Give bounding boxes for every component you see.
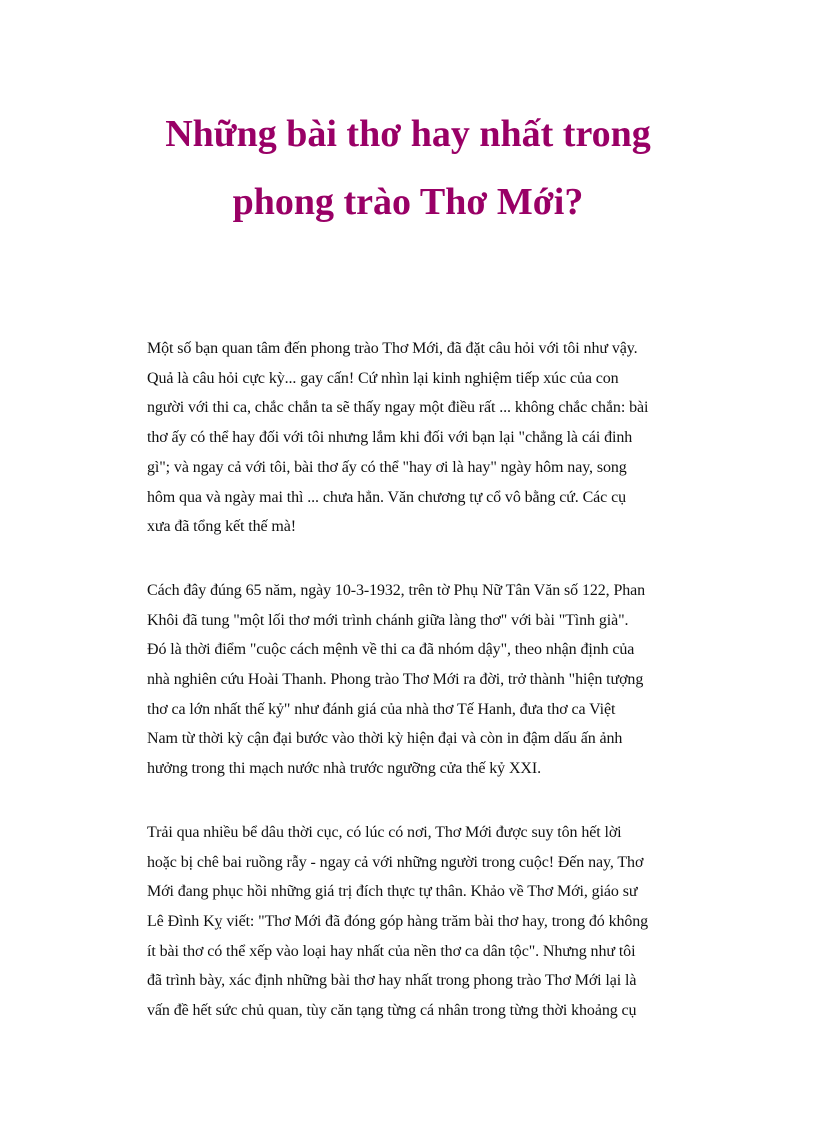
text-line: Trải qua nhiều bể dâu thời cục, có lúc có nơi, Thơ Mới được suy tôn hết lời [147,823,622,841]
text-line: người với thi ca, chắc chắn ta sẽ thấy ngay một điều rất ... không chắc chắn: bài [147,399,649,417]
text-line: hoặc bị chê bai ruồng rẫy - ngay cả với những người trong cuộc! Đến nay, Thơ [147,853,644,871]
title-line: phong trào Thơ Mới? [232,181,584,223]
text-line: thơ ca lớn nhất thế kỷ" như đánh giá của nhà thơ Tế Hanh, đưa thơ ca Việt [147,700,616,718]
text-line: Cách đây đúng 65 năm, ngày 10-3-1932, trên tờ Phụ Nữ Tân Văn số 122, Phan [147,581,646,599]
text-line: Khôi đã tung "một lối thơ mới trình chánh giữa làng thơ" với bài "Tình già". [147,611,629,629]
text-line: nhà nghiên cứu Hoài Thanh. Phong trào Thơ Mới ra đời, trở thành "hiện tượng [147,671,644,689]
paragraph-3 [147,818,687,1026]
text-line: vấn đề hết sức chủ quan, tùy căn tạng từng cá nhân trong từng thời khoảng cụ [147,1002,637,1020]
text-line: gì"; và ngay cả với tôi, bài thơ ấy có thể "hay ơi là hay" ngày hôm nay, song [147,458,627,476]
text-line: đã trình bày, xác định những bài thơ hay nhất trong phong trào Thơ Mới lại là [147,972,637,990]
text-line: Quả là câu hỏi cực kỳ... gay cấn! Cứ nhìn lại kinh nghiệm tiếp xúc của con [147,369,619,387]
text-line: xưa đã tổng kết thế mà! [147,518,296,536]
text-line: hôm qua và ngày mai thì ... chưa hẳn. Văn chương tự cổ vô bằng cứ. Các cụ [147,488,626,506]
text-line: Mới đang phục hồi những giá trị đích thực tự thân. Khảo về Thơ Mới, giáo sư [147,883,638,901]
text-line: Nam từ thời kỳ cận đại bước vào thời kỳ hiện đại và còn in đậm dấu ấn ảnh [147,730,623,748]
text-line: Đó là thời điểm "cuộc cách mệnh về thi ca đã nhóm dậy", theo nhận định của [147,641,635,659]
text-line: Một số bạn quan tâm đến phong trào Thơ Mới, đã đặt câu hỏi với tôi như vậy. [147,340,638,357]
text-line: hưởng trong thi mạch nước nhà trước ngưỡng cửa thế kỷ XXI. [147,760,541,778]
title-line: Những bài thơ hay nhất trong [165,113,651,155]
text-line: Lê Đình Kỵ viết: "Thơ Mới đã đóng góp hàng trăm bài thơ hay, trong đó không [147,912,649,930]
article-body [147,334,687,1060]
paragraph-1 [147,334,687,542]
paragraph-2 [147,576,687,784]
page-title [100,100,716,236]
text-line: ít bài thơ có thể xếp vào loại hay nhất của nền thơ ca dân tộc". Nhưng như tôi [147,942,636,960]
text-line: thơ ấy có thể hay đối với tôi nhưng lắm khi đối với bạn lại "chẳng là cái đinh [147,429,633,447]
